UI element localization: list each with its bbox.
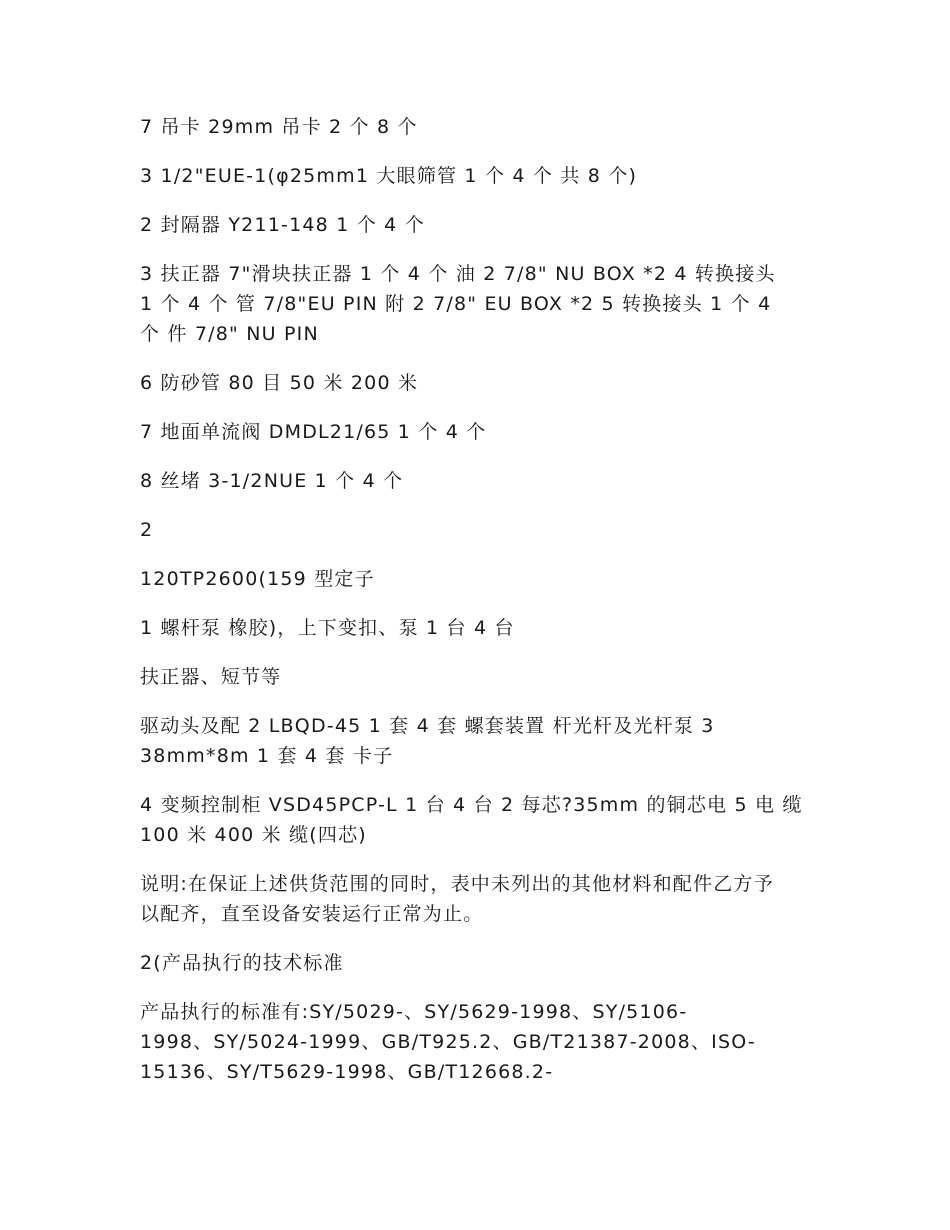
paragraph-12 <box>140 711 820 771</box>
text-line: 100 米 400 米 缆(四芯) <box>140 824 367 846</box>
paragraph-15 <box>140 948 820 978</box>
text-line: 1 个 4 个 管 7/8"EU PIN 附 2 7/8" EU BOX *2 5 转换接头 1 个 4 <box>140 293 772 315</box>
paragraph-6 <box>140 417 820 447</box>
paragraph-3 <box>140 210 820 240</box>
paragraph-11 <box>140 662 820 692</box>
text-line: 2 封隔器 Y211-148 1 个 4 个 <box>140 214 425 236</box>
text-line: 说明:在保证上述供货范围的同时，表中未列出的其他材料和配件乙方予 <box>140 873 774 895</box>
text-line: 8 丝堵 3-1/2NUE 1 个 4 个 <box>140 470 404 492</box>
paragraph-16 <box>140 997 820 1087</box>
paragraph-8 <box>140 515 820 545</box>
text-line: 产品执行的标准有:SY/5029-、SY/5629-1998、SY/5106- <box>140 1001 688 1023</box>
text-line: 2(产品执行的技术标准 <box>140 952 344 974</box>
text-line: 1 螺杆泵 橡胶)，上下变扣、泵 1 台 4 台 <box>140 617 515 639</box>
text-line: 7 吊卡 29mm 吊卡 2 个 8 个 <box>140 116 418 138</box>
paragraph-14 <box>140 869 820 929</box>
text-line: 120TP2600(159 型定子 <box>140 568 375 590</box>
document-page <box>140 112 820 1106</box>
paragraph-5 <box>140 368 820 398</box>
paragraph-1 <box>140 112 820 142</box>
text-line: 1998、SY/5024-1999、GB/T925.2、GB/T21387-2008、ISO- <box>140 1031 756 1053</box>
text-line: 38mm*8m 1 套 4 套 卡子 <box>140 745 394 767</box>
paragraph-9 <box>140 564 820 594</box>
text-line: 7 地面单流阀 DMDL21/65 1 个 4 个 <box>140 421 487 443</box>
paragraph-7 <box>140 466 820 496</box>
paragraph-13 <box>140 790 820 850</box>
paragraph-10 <box>140 613 820 643</box>
paragraph-4 <box>140 259 820 349</box>
paragraph-2 <box>140 161 820 191</box>
text-line: 2 <box>140 519 154 541</box>
text-line: 3 扶正器 7"滑块扶正器 1 个 4 个 油 2 7/8" NU BOX *2 4 转换接头 <box>140 263 776 285</box>
text-line: 以配齐，直至设备安装运行正常为止。 <box>140 903 484 925</box>
text-line: 扶正器、短节等 <box>140 666 282 688</box>
text-line: 6 防砂管 80 目 50 米 200 米 <box>140 372 419 394</box>
text-line: 3 1/2"EUE-1(φ25mm1 大眼筛管 1 个 4 个 共 8 个) <box>140 165 638 187</box>
text-line: 4 变频控制柜 VSD45PCP-L 1 台 4 台 2 每芯?35mm 的铜芯电 5 电 缆 <box>140 794 803 816</box>
text-line: 个 件 7/8" NU PIN <box>140 323 319 345</box>
text-line: 驱动头及配 2 LBQD-45 1 套 4 套 螺套装置 杆光杆及光杆泵 3 <box>140 715 715 737</box>
text-line: 15136、SY/T5629-1998、GB/T12668.2- <box>140 1061 554 1083</box>
